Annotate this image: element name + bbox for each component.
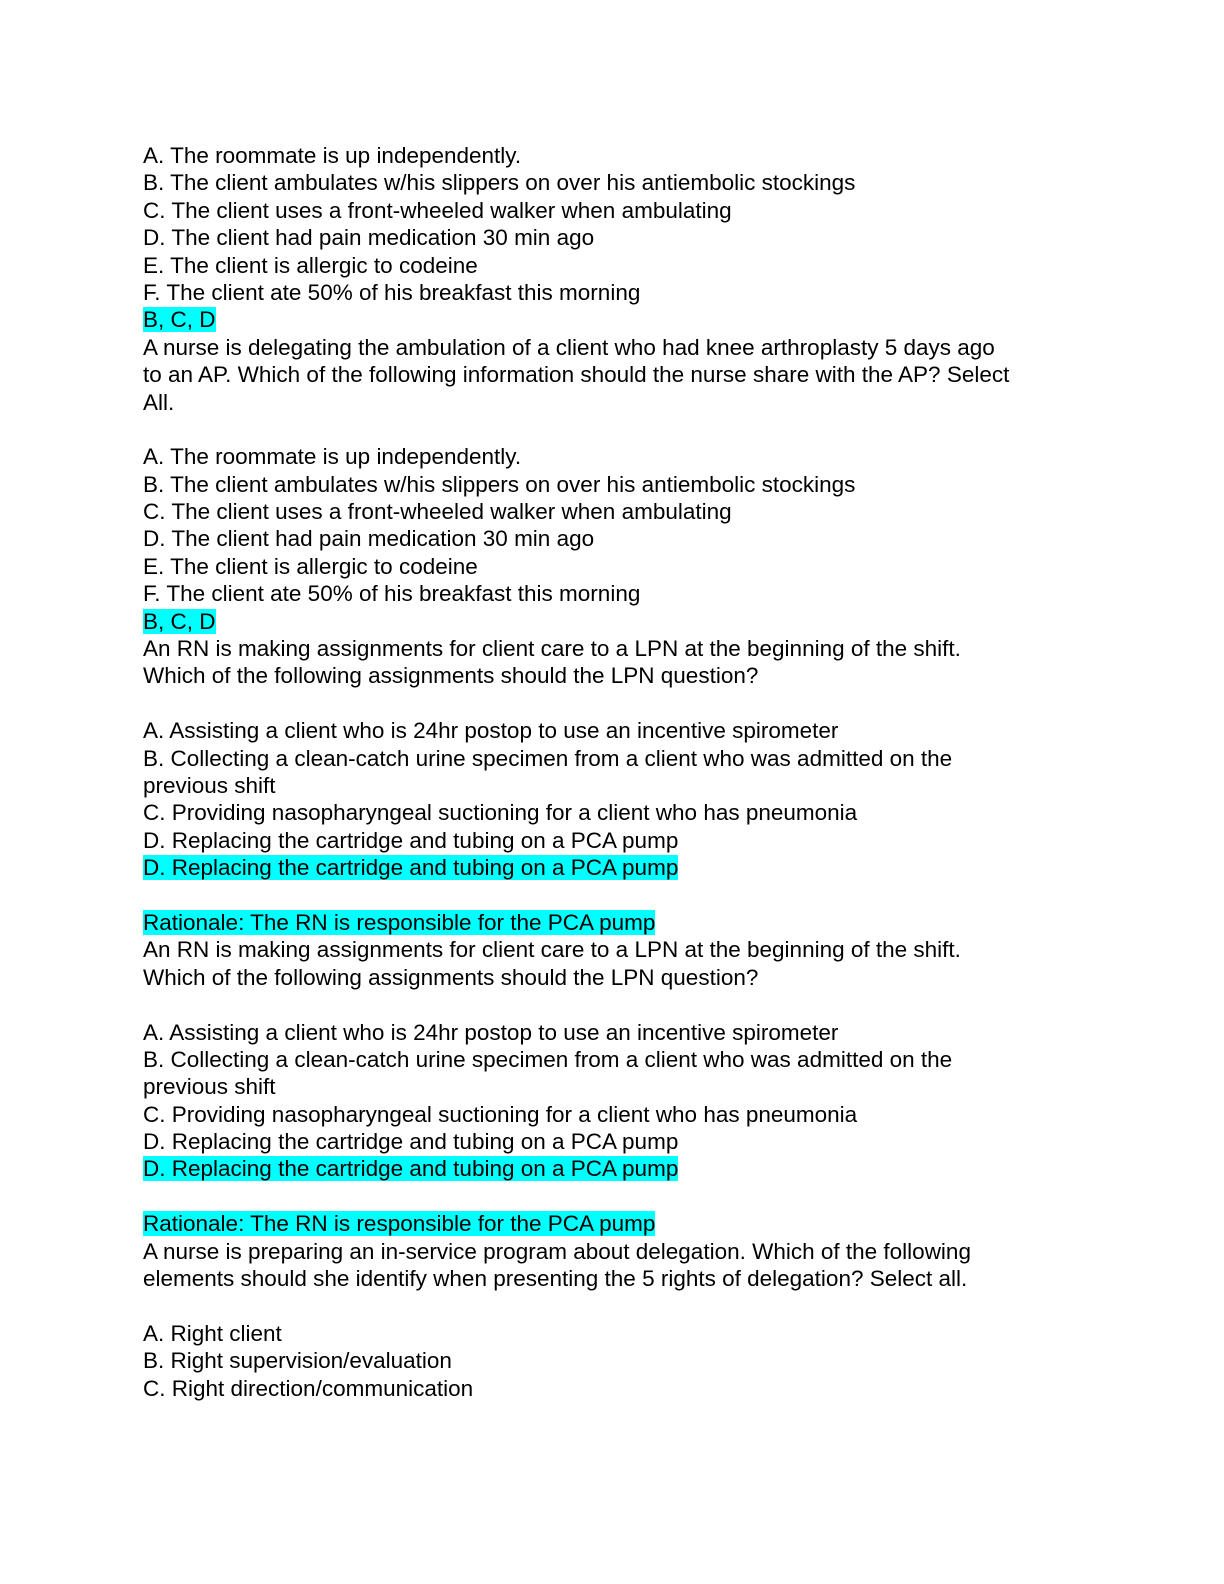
question-text: Which of the following assignments should the LPN question? [143, 663, 759, 689]
option-line: A. The roommate is up independently. [143, 143, 522, 168]
rationale-highlight: Rationale: The RN is responsible for the PCA pump [143, 909, 656, 935]
option-line: D. The client had pain medication 30 min ago [143, 526, 595, 552]
question-block [143, 1238, 1083, 1402]
blank-line [143, 1292, 1083, 1319]
option-line: C. The client uses a front-wheeled walker when ambulating [143, 197, 732, 223]
option-line: A. Right client [143, 1320, 282, 1346]
document-page [143, 142, 1083, 1402]
answer-highlight: D. Replacing the cartridge and tubing on a PCA pump [143, 1156, 679, 1182]
question-text: A nurse is delegating the ambulation of a client who had knee arthroplasty 5 days ago [143, 334, 995, 360]
option-line: E. The client is allergic to codeine [143, 553, 478, 579]
blank-line [143, 991, 1083, 1018]
question-text: An RN is making assignments for client care to a LPN at the beginning of the shift. [143, 937, 961, 963]
option-line: E. The client is allergic to codeine [143, 252, 478, 278]
question-block [143, 635, 1083, 936]
question-text: A nurse is preparing an in-service program about delegation. Which of the following [143, 1238, 971, 1264]
answer-highlight: D. Replacing the cartridge and tubing on a PCA pump [143, 855, 679, 881]
option-line: A. Assisting a client who is 24hr postop to use an incentive spirometer [143, 1019, 839, 1045]
blank-line [143, 882, 1083, 909]
blank-line [143, 690, 1083, 717]
option-line: B. Collecting a clean-catch urine specimen from a client who was admitted on the [143, 1046, 953, 1072]
blank-line [143, 416, 1083, 443]
option-line: previous shift [143, 772, 276, 798]
question-block [143, 142, 1083, 334]
question-text: All. [143, 389, 175, 415]
option-line: B. The client ambulates w/his slippers on over his antiembolic stockings [143, 170, 856, 196]
blank-line [143, 1183, 1083, 1210]
rationale-highlight: Rationale: The RN is responsible for the PCA pump [143, 1211, 656, 1237]
question-text: Which of the following assignments should the LPN question? [143, 964, 759, 990]
option-line: D. Replacing the cartridge and tubing on a PCA pump [143, 1129, 679, 1155]
option-line: previous shift [143, 1074, 276, 1100]
answer-highlight: B, C, D [143, 608, 216, 634]
option-line: A. The roommate is up independently. [143, 444, 522, 470]
question-block [143, 334, 1083, 635]
option-line: C. Providing nasopharyngeal suctioning for a client who has pneumonia [143, 1101, 858, 1127]
option-line: F. The client ate 50% of his breakfast this morning [143, 279, 641, 305]
option-line: B. Right supervision/evaluation [143, 1348, 452, 1374]
option-line: D. The client had pain medication 30 min ago [143, 225, 595, 251]
question-text: elements should she identify when presenting the 5 rights of delegation? Select all. [143, 1266, 968, 1292]
question-text: to an AP. Which of the following information should the nurse share with the AP? Select [143, 362, 1010, 388]
option-line: A. Assisting a client who is 24hr postop to use an incentive spirometer [143, 718, 839, 744]
question-block [143, 936, 1083, 1237]
option-line: D. Replacing the cartridge and tubing on a PCA pump [143, 827, 679, 853]
question-text: An RN is making assignments for client care to a LPN at the beginning of the shift. [143, 636, 961, 662]
option-line: B. The client ambulates w/his slippers on over his antiembolic stockings [143, 471, 856, 497]
option-line: C. Right direction/communication [143, 1375, 474, 1401]
option-line: B. Collecting a clean-catch urine specimen from a client who was admitted on the [143, 745, 953, 771]
option-line: F. The client ate 50% of his breakfast this morning [143, 581, 641, 607]
option-line: C. Providing nasopharyngeal suctioning for a client who has pneumonia [143, 800, 858, 826]
answer-highlight: B, C, D [143, 307, 216, 333]
option-line: C. The client uses a front-wheeled walker when ambulating [143, 499, 732, 525]
